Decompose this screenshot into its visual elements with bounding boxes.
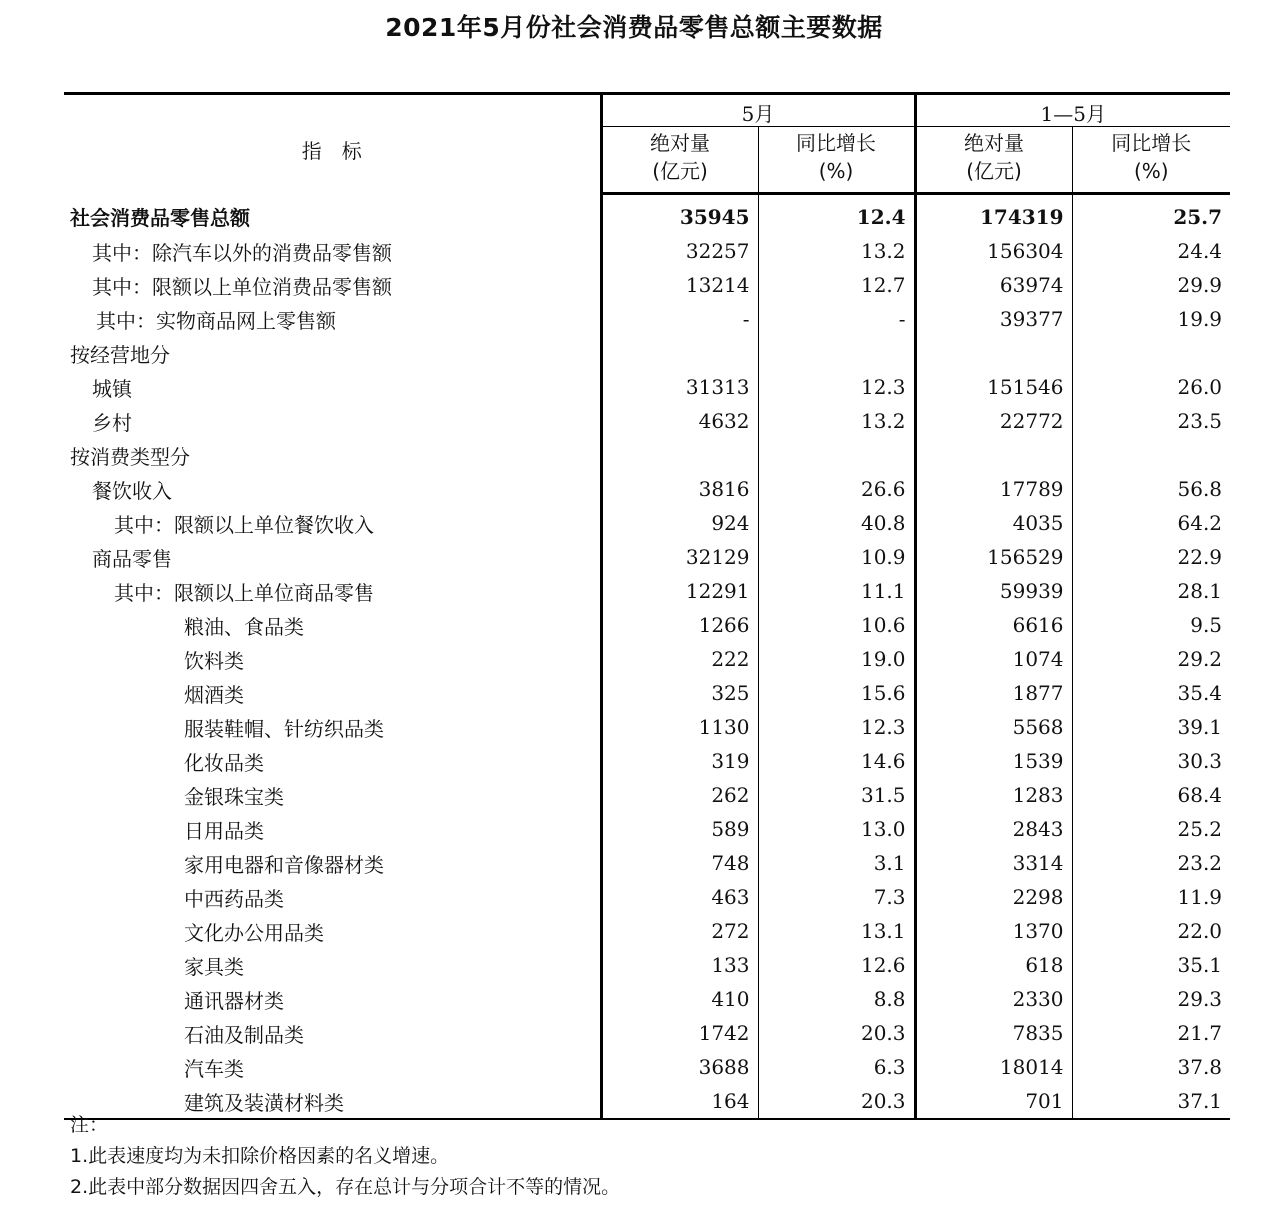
jan-may-yoy-cell: 22.9 — [1072, 540, 1230, 574]
may-yoy-cell: - — [758, 302, 915, 336]
jan-may-absolute-cell: 5568 — [915, 710, 1072, 744]
jan-may-absolute-cell: 151546 — [915, 370, 1072, 404]
may-absolute-cell: 1266 — [601, 608, 758, 642]
row-label: 汽车类 — [184, 1056, 244, 1081]
may-absolute-cell: 463 — [601, 880, 758, 914]
jan-may-group-header: 1—5月 — [915, 94, 1230, 127]
may-group-header: 5月 — [601, 94, 915, 127]
jan-may-yoy-cell: 29.9 — [1072, 268, 1230, 302]
may-yoy-cell — [758, 336, 915, 370]
row-label: 按经营地分 — [70, 342, 170, 367]
table-row — [64, 914, 1230, 948]
row-label: 其中：限额以上单位餐饮收入 — [114, 512, 374, 537]
table-row — [64, 506, 1230, 540]
row-label: 其中：除汽车以外的消费品零售额 — [92, 240, 392, 265]
jan-may-yoy-cell: 24.4 — [1072, 234, 1230, 268]
may-yoy-cell — [758, 438, 915, 472]
jan-may-absolute-cell: 2843 — [915, 812, 1072, 846]
jan-may-yoy-cell: 22.0 — [1072, 914, 1230, 948]
jan-may-absolute-cell: 39377 — [915, 302, 1072, 336]
may-absolute-cell: 31313 — [601, 370, 758, 404]
may-absolute-cell: 13214 — [601, 268, 758, 302]
may-yoy-cell: 20.3 — [758, 1084, 915, 1119]
jan-may-absolute-cell: 6616 — [915, 608, 1072, 642]
row-label: 城镇 — [92, 376, 132, 401]
row-label: 其中：限额以上单位商品零售 — [114, 580, 374, 605]
row-label: 粮油、食品类 — [184, 614, 304, 639]
may-absolute-cell: 4632 — [601, 404, 758, 438]
may-absolute-cell: 319 — [601, 744, 758, 778]
may-yoy-cell: 12.7 — [758, 268, 915, 302]
table-body — [64, 194, 1230, 1120]
may-absolute-cell: 748 — [601, 846, 758, 880]
may-yoy-cell: 26.6 — [758, 472, 915, 506]
jan-may-yoy-cell: 37.1 — [1072, 1084, 1230, 1119]
may-yoy-cell: 15.6 — [758, 676, 915, 710]
may-yoy-cell: 31.5 — [758, 778, 915, 812]
jan-may-absolute-cell: 59939 — [915, 574, 1072, 608]
row-label: 家具类 — [184, 954, 244, 979]
may-absolute-cell: 32257 — [601, 234, 758, 268]
jan-may-absolute-cell: 2330 — [915, 982, 1072, 1016]
may-yoy-cell: 14.6 — [758, 744, 915, 778]
row-label: 其中：限额以上单位消费品零售额 — [92, 274, 392, 299]
may-yoy-cell: 7.3 — [758, 880, 915, 914]
jan-may-yoy-cell: 23.5 — [1072, 404, 1230, 438]
row-label: 其中：实物商品网上零售额 — [96, 308, 336, 333]
jan-may-absolute-cell: 1074 — [915, 642, 1072, 676]
jan-may-yoy-cell: 11.9 — [1072, 880, 1230, 914]
may-absolute-cell: 32129 — [601, 540, 758, 574]
may-yoy-cell: 11.1 — [758, 574, 915, 608]
jan-may-yoy-cell: 68.4 — [1072, 778, 1230, 812]
may-yoy-cell: 13.1 — [758, 914, 915, 948]
table-row — [64, 744, 1230, 778]
may-yoy-cell: 6.3 — [758, 1050, 915, 1084]
table-row — [64, 370, 1230, 404]
jan-may-absolute-cell: 18014 — [915, 1050, 1072, 1084]
may-yoy-cell: 12.3 — [758, 370, 915, 404]
jan-may-absolute-cell: 1370 — [915, 914, 1072, 948]
jan-may-absolute-header: 绝对量 (亿元) — [915, 127, 1072, 194]
table-row — [64, 710, 1230, 744]
table-row — [64, 778, 1230, 812]
jan-may-yoy-cell: 9.5 — [1072, 608, 1230, 642]
may-absolute-cell: 272 — [601, 914, 758, 948]
jan-may-yoy-cell: 35.1 — [1072, 948, 1230, 982]
jan-may-yoy-cell: 23.2 — [1072, 846, 1230, 880]
may-yoy-cell: 8.8 — [758, 982, 915, 1016]
table-row — [64, 438, 1230, 472]
row-label: 石油及制品类 — [184, 1022, 304, 1047]
table-row — [64, 880, 1230, 914]
table-row — [64, 234, 1230, 268]
row-label: 文化办公用品类 — [184, 920, 324, 945]
jan-may-absolute-cell: 701 — [915, 1084, 1072, 1119]
jan-may-absolute-cell: 1539 — [915, 744, 1072, 778]
may-yoy-cell: 12.3 — [758, 710, 915, 744]
row-label: 通讯器材类 — [184, 988, 284, 1013]
table-row — [64, 302, 1230, 336]
table-row — [64, 982, 1230, 1016]
table-row — [64, 1016, 1230, 1050]
jan-may-absolute-cell: 63974 — [915, 268, 1072, 302]
note-1: 1.此表速度均为未扣除价格因素的名义增速。 — [70, 1145, 450, 1167]
may-absolute-cell: 164 — [601, 1084, 758, 1119]
jan-may-yoy-cell: 56.8 — [1072, 472, 1230, 506]
jan-may-yoy-cell: 37.8 — [1072, 1050, 1230, 1084]
notes — [70, 1110, 620, 1203]
table-row — [64, 540, 1230, 574]
retail-sales-table — [64, 92, 1230, 1120]
may-yoy-cell: 10.6 — [758, 608, 915, 642]
jan-may-yoy-cell: 21.7 — [1072, 1016, 1230, 1050]
jan-may-yoy-cell — [1072, 336, 1230, 370]
jan-may-absolute-cell: 156529 — [915, 540, 1072, 574]
may-yoy-cell: 13.0 — [758, 812, 915, 846]
may-absolute-cell — [601, 438, 758, 472]
note-2: 2.此表中部分数据因四舍五入，存在总计与分项合计不等的情况。 — [70, 1176, 621, 1198]
may-absolute-cell: 262 — [601, 778, 758, 812]
may-yoy-cell: 12.6 — [758, 948, 915, 982]
jan-may-absolute-cell: 3314 — [915, 846, 1072, 880]
may-absolute-cell: 3688 — [601, 1050, 758, 1084]
jan-may-yoy-cell: 28.1 — [1072, 574, 1230, 608]
may-yoy-header: 同比增长 (%) — [758, 127, 915, 194]
table-row — [64, 268, 1230, 302]
row-label: 饮料类 — [184, 648, 244, 673]
row-label: 商品零售 — [92, 546, 172, 571]
notes-heading: 注： — [70, 1114, 109, 1136]
may-absolute-cell: 133 — [601, 948, 758, 982]
table-row — [64, 642, 1230, 676]
jan-may-yoy-cell: 39.1 — [1072, 710, 1230, 744]
table-row — [64, 194, 1230, 235]
row-label: 家用电器和音像器材类 — [184, 852, 384, 877]
row-label: 服装鞋帽、针纺织品类 — [184, 716, 384, 741]
jan-may-yoy-cell: 64.2 — [1072, 506, 1230, 540]
row-label: 餐饮收入 — [92, 478, 172, 503]
jan-may-yoy-cell: 25.2 — [1072, 812, 1230, 846]
jan-may-yoy-cell: 29.2 — [1072, 642, 1230, 676]
jan-may-absolute-cell: 156304 — [915, 234, 1072, 268]
row-label: 化妆品类 — [184, 750, 264, 775]
may-absolute-cell: 924 — [601, 506, 758, 540]
jan-may-yoy-header: 同比增长 (%) — [1072, 127, 1230, 194]
may-absolute-cell — [601, 336, 758, 370]
indicator-header: 指 标 — [64, 94, 601, 194]
jan-may-yoy-cell: 29.3 — [1072, 982, 1230, 1016]
jan-may-absolute-cell — [915, 336, 1072, 370]
table-row — [64, 676, 1230, 710]
table-row — [64, 336, 1230, 370]
may-absolute-cell: 589 — [601, 812, 758, 846]
jan-may-absolute-cell: 2298 — [915, 880, 1072, 914]
jan-may-absolute-cell: 17789 — [915, 472, 1072, 506]
jan-may-absolute-cell — [915, 438, 1072, 472]
jan-may-absolute-cell: 4035 — [915, 506, 1072, 540]
may-absolute-cell: 12291 — [601, 574, 758, 608]
table-row — [64, 404, 1230, 438]
may-yoy-cell: 19.0 — [758, 642, 915, 676]
jan-may-yoy-cell: 25.7 — [1072, 194, 1230, 235]
may-yoy-cell: 20.3 — [758, 1016, 915, 1050]
may-absolute-cell: 35945 — [601, 194, 758, 235]
row-label: 建筑及装潢材料类 — [64, 1084, 601, 1119]
table-row — [64, 472, 1230, 506]
may-absolute-header: 绝对量 (亿元) — [601, 127, 758, 194]
jan-may-yoy-cell: 26.0 — [1072, 370, 1230, 404]
may-yoy-cell: 3.1 — [758, 846, 915, 880]
jan-may-yoy-cell — [1072, 438, 1230, 472]
jan-may-yoy-cell: 30.3 — [1072, 744, 1230, 778]
table-row — [64, 846, 1230, 880]
page-title: 2021年5月份社会消费品零售总额主要数据 — [385, 13, 883, 42]
may-yoy-cell: 12.4 — [758, 194, 915, 235]
jan-may-yoy-cell: 19.9 — [1072, 302, 1230, 336]
jan-may-absolute-cell: 1283 — [915, 778, 1072, 812]
may-yoy-cell: 40.8 — [758, 506, 915, 540]
jan-may-absolute-cell: 7835 — [915, 1016, 1072, 1050]
jan-may-absolute-cell: 22772 — [915, 404, 1072, 438]
may-yoy-cell: 13.2 — [758, 404, 915, 438]
row-label: 金银珠宝类 — [184, 784, 284, 809]
row-label: 中西药品类 — [184, 886, 284, 911]
table-row — [64, 574, 1230, 608]
row-label: 按消费类型分 — [70, 444, 190, 469]
table-row — [64, 608, 1230, 642]
jan-may-absolute-cell: 1877 — [915, 676, 1072, 710]
jan-may-yoy-cell: 35.4 — [1072, 676, 1230, 710]
may-yoy-cell: 13.2 — [758, 234, 915, 268]
row-label: 社会消费品零售总额 — [70, 205, 250, 230]
row-label: 日用品类 — [184, 818, 264, 843]
may-absolute-cell: 1742 — [601, 1016, 758, 1050]
may-absolute-cell: 3816 — [601, 472, 758, 506]
row-label: 烟酒类 — [184, 682, 244, 707]
jan-may-absolute-cell: 618 — [915, 948, 1072, 982]
may-absolute-cell: 410 — [601, 982, 758, 1016]
table-row — [64, 948, 1230, 982]
may-absolute-cell: 325 — [601, 676, 758, 710]
table-row — [64, 1050, 1230, 1084]
may-yoy-cell: 10.9 — [758, 540, 915, 574]
row-label: 乡村 — [92, 410, 132, 435]
table-row — [64, 812, 1230, 846]
jan-may-absolute-cell: 174319 — [915, 194, 1072, 235]
may-absolute-cell: 222 — [601, 642, 758, 676]
may-absolute-cell: 1130 — [601, 710, 758, 744]
may-absolute-cell: - — [601, 302, 758, 336]
